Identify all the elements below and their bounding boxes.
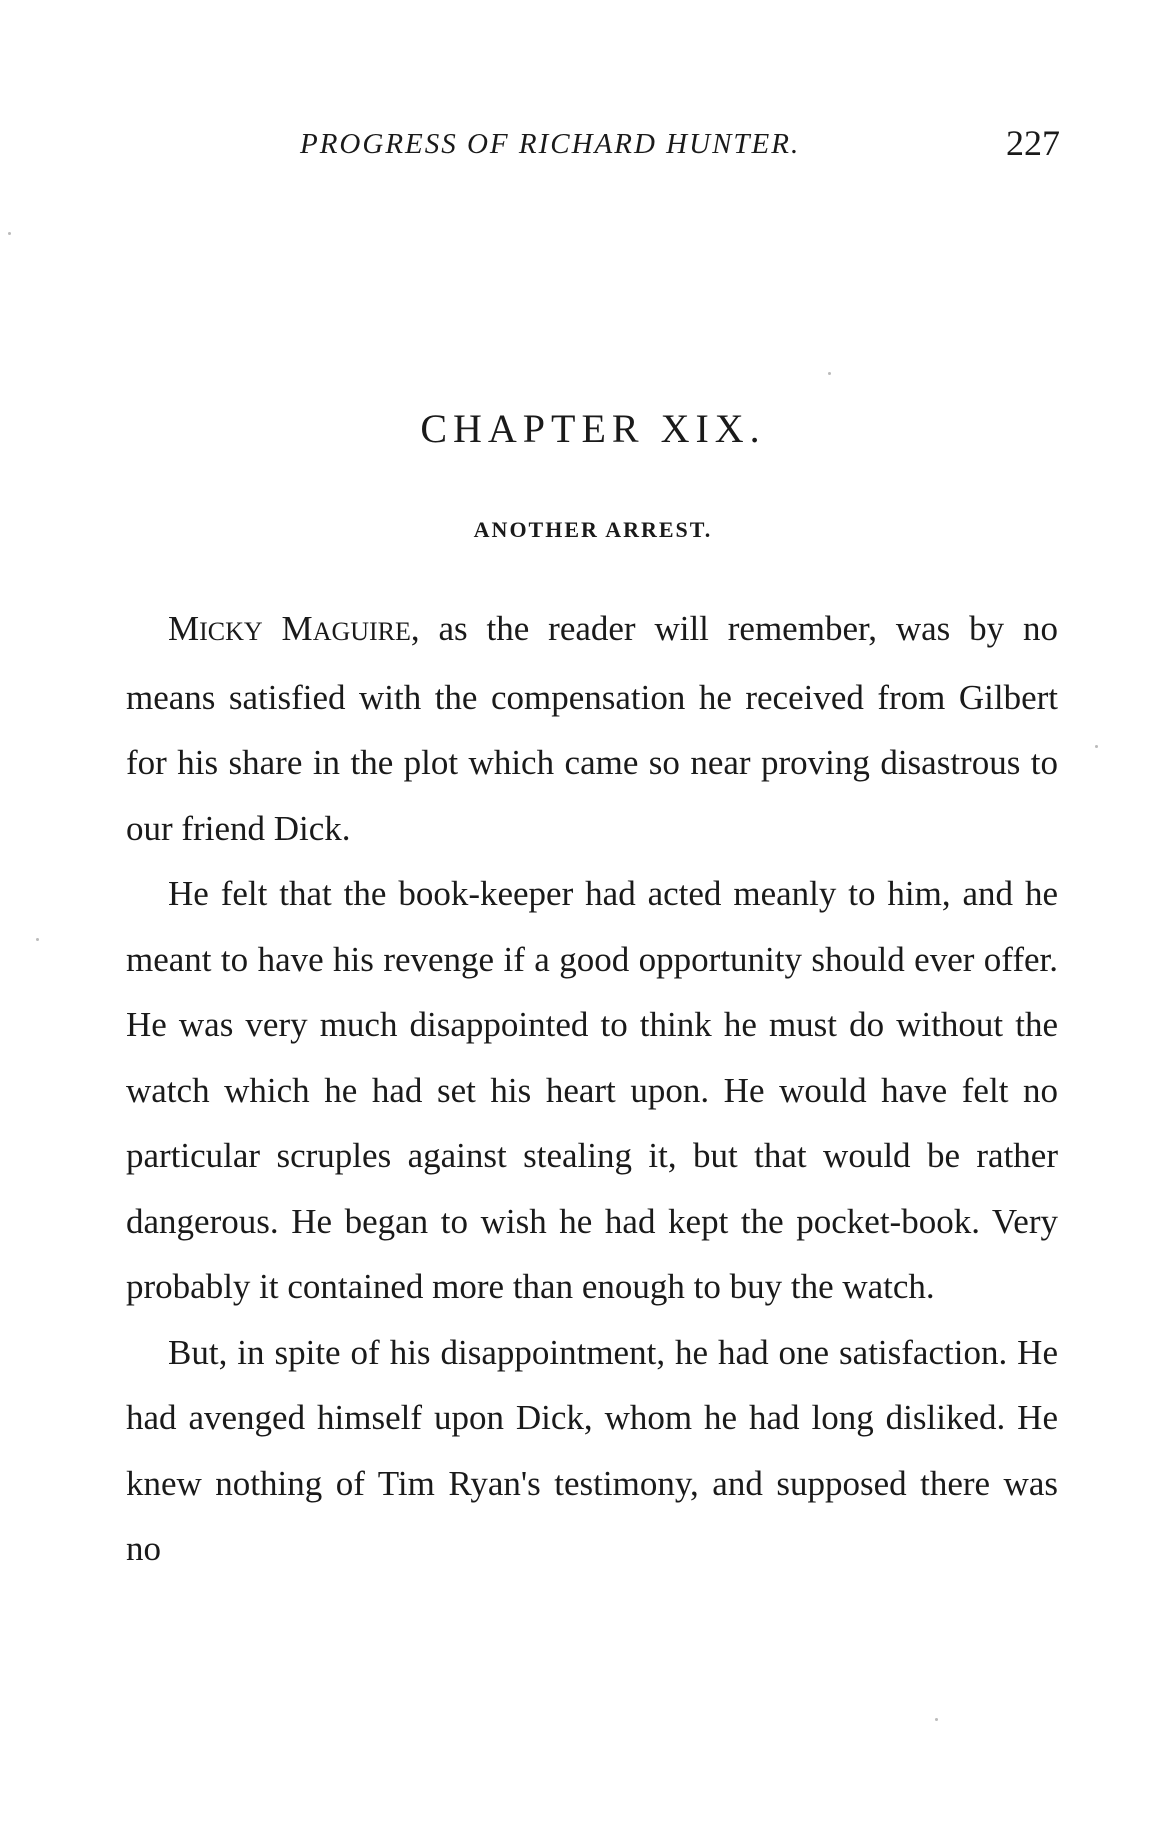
small-cap-initial: M	[168, 609, 200, 648]
chapter-subtitle: ANOTHER ARREST.	[473, 517, 713, 542]
paragraph-3: But, in spite of his disappointment, he had one satisfaction. He had avenged himself upon Dick, whom he had long disliked. He knew nothing of Tim Ryan's testimony, and supposed there was no	[126, 1332, 1058, 1568]
running-head	[290, 122, 1060, 162]
paper-speck	[828, 372, 831, 375]
paper-speck	[1095, 745, 1098, 748]
small-cap-text: ICKY	[199, 617, 263, 646]
small-cap-initial: M	[262, 609, 313, 648]
paper-speck	[935, 1718, 938, 1721]
paper-speck	[36, 938, 39, 941]
small-cap-text: AGUIRE	[312, 617, 411, 646]
body-text	[126, 596, 1058, 1582]
paragraph-2: He felt that the book-keeper had acted meanly to him, and he meant to have his revenge if a good opportunity should ever offer. He was very much disappointed to think he must do without the watch which he had set his heart upon. He would have felt no particular scruples against stealing it, but that would be rather dangerous. He began to wish he had kept the pocket-book. Very probably it contained more than enough to buy the watch.	[126, 874, 1058, 1306]
paragraph-1	[126, 596, 1058, 861]
paper-speck	[8, 232, 11, 235]
paragraph-1-text: , as the reader will remember, was by no means satisfied with the compensation he received from Gilbert for his share in the plot which came so near proving disastrous to our friend Dick.	[126, 609, 1059, 848]
page-number: 227	[1006, 123, 1060, 163]
chapter-title: CHAPTER XIX.	[420, 406, 766, 451]
running-title: PROGRESS OF RICHARD HUNTER.	[300, 128, 801, 160]
